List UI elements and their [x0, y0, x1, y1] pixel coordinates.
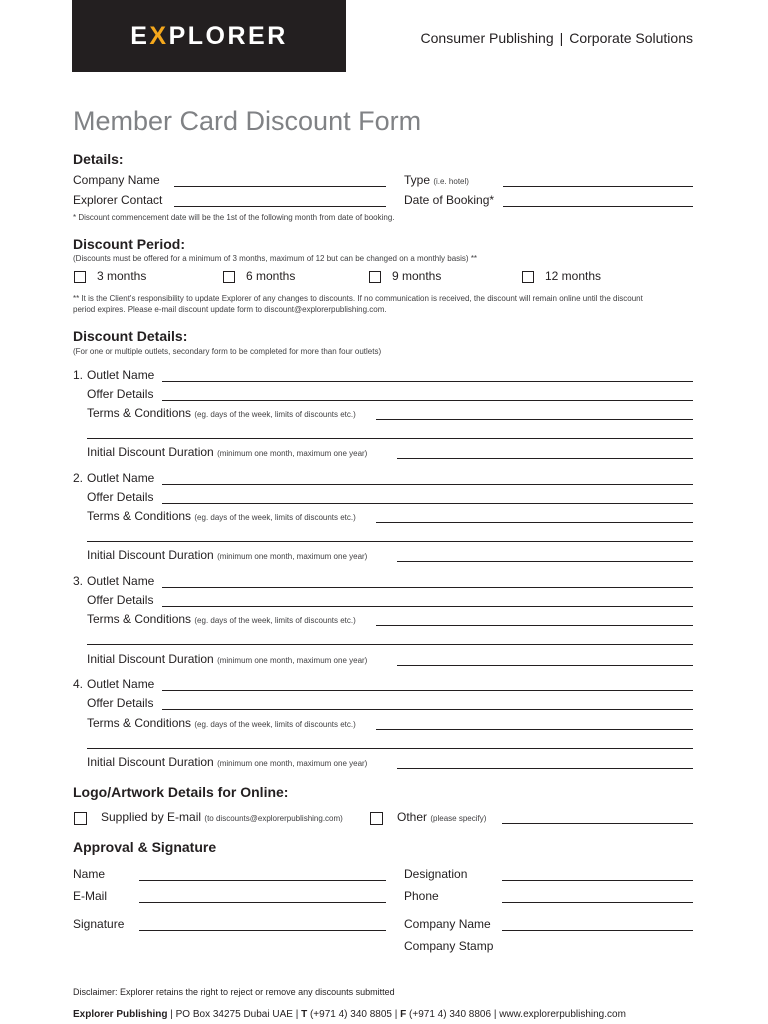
approval-phone-label: Phone	[404, 889, 439, 903]
type-field[interactable]	[503, 186, 693, 187]
outlet-3-duration-field[interactable]	[397, 665, 693, 666]
outlet-2-name-field[interactable]	[162, 484, 693, 485]
approval-email-label: E-Mail	[73, 889, 108, 903]
discount-details-subnote: (For one or multiple outlets, secondary form to be completed for more than four outlets)	[73, 347, 382, 356]
outlet-2-duration-text: Initial Discount Duration	[87, 548, 214, 562]
outlet-4-duration-text: Initial Discount Duration	[87, 755, 214, 769]
outlet-4-terms-field[interactable]	[376, 729, 693, 730]
outlet-4-terms-field-2[interactable]	[87, 748, 693, 749]
checkbox-12-months[interactable]	[522, 271, 534, 283]
outlet-4-number: 4.	[73, 677, 84, 691]
outlet-3-offer-field[interactable]	[162, 606, 693, 607]
explorer-contact-field[interactable]	[174, 206, 386, 207]
outlet-1-terms-hint: (eg. days of the week, limits of discounts etc.)	[194, 410, 356, 419]
outlet-3-terms-hint: (eg. days of the week, limits of discounts etc.)	[194, 616, 356, 625]
discount-period-heading: Discount Period:	[73, 236, 186, 252]
footer-address: | PO Box 34275 Dubai UAE |	[167, 1009, 302, 1020]
checkbox-3-months[interactable]	[74, 271, 86, 283]
outlet-4-duration-hint: (minimum one month, maximum one year)	[217, 759, 368, 768]
outlet-2-name-label: Outlet Name	[87, 471, 155, 485]
approval-designation-field[interactable]	[502, 880, 693, 881]
logo-letters-plorer: PLORER	[168, 21, 288, 50]
date-of-booking-label: Date of Booking*	[404, 193, 495, 207]
outlet-3-terms-field-2[interactable]	[87, 644, 693, 645]
discount-period-note-1: ** It is the Client's responsibility to update Explorer of any changes to discounts. If no communication is received, the discount will remain online until the discount	[73, 294, 643, 303]
outlet-4-offer-label: Offer Details	[87, 696, 154, 710]
footer-disclaimer: Disclaimer: Explorer retains the right to reject or remove any discounts submitted	[73, 987, 395, 997]
outlet-1-name-field[interactable]	[162, 381, 693, 382]
discount-details-heading: Discount Details:	[73, 328, 188, 344]
supplied-by-email-hint: (to discounts@explorerpublishing.com)	[204, 814, 343, 823]
checkbox-other[interactable]	[370, 812, 383, 825]
type-label	[404, 173, 469, 187]
footer-fax-website: (+971 4) 340 8806 | www.explorerpublishing.com	[406, 1009, 626, 1020]
page-title: Member Card Discount Form	[73, 106, 422, 136]
outlet-2-terms-hint: (eg. days of the week, limits of discounts etc.)	[194, 513, 356, 522]
approval-company-name-field[interactable]	[502, 930, 693, 931]
other-hint: (please specify)	[430, 814, 487, 823]
outlet-3-number: 3.	[73, 574, 84, 588]
footer-contact	[73, 1009, 626, 1020]
outlet-4-name-field[interactable]	[162, 690, 693, 691]
tagline-consumer: Consumer Publishing	[420, 30, 554, 46]
approval-phone-field[interactable]	[502, 902, 693, 903]
outlet-1-duration-hint: (minimum one month, maximum one year)	[217, 449, 368, 458]
other-label	[397, 810, 486, 824]
footer-fax-label: F	[400, 1009, 407, 1020]
outlet-3-terms-text: Terms & Conditions	[87, 612, 192, 626]
outlet-2-terms-field[interactable]	[376, 522, 693, 523]
approval-company-name-label: Company Name	[404, 917, 491, 931]
outlet-3-offer-label: Offer Details	[87, 593, 154, 607]
discount-period-subnote: (Discounts must be offered for a minimum of 3 months, maximum of 12 but can be changed on a monthly basis) **	[73, 254, 478, 263]
outlet-1-number: 1.	[73, 368, 84, 382]
outlet-3-terms-field[interactable]	[376, 625, 693, 626]
approval-designation-label: Designation	[404, 867, 468, 881]
logo-letter-e: E	[130, 21, 150, 50]
outlet-3-terms-label	[87, 612, 356, 626]
footer-company: Explorer Publishing	[73, 1009, 168, 1020]
outlet-1-duration-text: Initial Discount Duration	[87, 445, 214, 459]
supplied-by-email-label	[101, 810, 343, 824]
outlet-2-number: 2.	[73, 471, 84, 485]
option-9-months-label: 9 months	[392, 269, 442, 283]
details-heading: Details:	[73, 151, 124, 167]
company-name-field[interactable]	[174, 186, 386, 187]
footer-phone-label: T	[301, 1009, 308, 1020]
outlet-2-offer-label: Offer Details	[87, 490, 154, 504]
outlet-1-offer-field[interactable]	[162, 400, 693, 401]
checkbox-9-months[interactable]	[369, 271, 381, 283]
outlet-3-duration-label	[87, 652, 367, 666]
outlet-4-offer-field[interactable]	[162, 709, 693, 710]
outlet-2-duration-hint: (minimum one month, maximum one year)	[217, 552, 368, 561]
approval-name-label: Name	[73, 867, 106, 881]
approval-email-field[interactable]	[139, 902, 386, 903]
explorer-contact-label: Explorer Contact	[73, 193, 163, 207]
option-12-months-label: 12 months	[545, 269, 602, 283]
outlet-2-offer-field[interactable]	[162, 503, 693, 504]
footer-phone-value: (+971 4) 340 8805 |	[307, 1009, 401, 1020]
logo-artwork-heading: Logo/Artwork Details for Online:	[73, 784, 289, 800]
tagline-corporate: Corporate Solutions	[569, 30, 693, 46]
type-text: Type	[404, 173, 431, 187]
outlet-1-name-label: Outlet Name	[87, 368, 155, 382]
approval-signature-field[interactable]	[139, 930, 386, 931]
logo-wordmark	[130, 22, 288, 51]
outlet-4-name-label: Outlet Name	[87, 677, 155, 691]
approval-company-stamp-label: Company Stamp	[404, 939, 494, 953]
outlet-1-duration-label	[87, 445, 367, 459]
option-6-months-label: 6 months	[246, 269, 296, 283]
outlet-4-terms-hint: (eg. days of the week, limits of discounts etc.)	[194, 720, 356, 729]
outlet-2-terms-label	[87, 509, 356, 523]
outlet-3-duration-hint: (minimum one month, maximum one year)	[217, 656, 368, 665]
outlet-3-name-label: Outlet Name	[87, 574, 155, 588]
logo-letter-x: X	[149, 21, 169, 50]
outlet-3-name-field[interactable]	[162, 587, 693, 588]
outlet-2-terms-field-2[interactable]	[87, 541, 693, 542]
outlet-4-duration-field[interactable]	[397, 768, 693, 769]
approval-signature-label: Signature	[73, 917, 125, 931]
option-3-months-label: 3 months	[97, 269, 147, 283]
outlet-1-terms-field-2[interactable]	[87, 438, 693, 439]
explorer-logo	[72, 0, 346, 72]
outlet-1-offer-label: Offer Details	[87, 387, 154, 401]
tagline-separator: |	[559, 30, 564, 46]
outlet-4-duration-label	[87, 755, 367, 769]
outlet-4-terms-text: Terms & Conditions	[87, 716, 192, 730]
outlet-1-terms-field[interactable]	[376, 419, 693, 420]
outlet-2-duration-field[interactable]	[397, 561, 693, 562]
other-text: Other	[397, 810, 428, 824]
type-hint: (i.e. hotel)	[433, 177, 469, 186]
checkbox-supplied-by-email[interactable]	[74, 812, 87, 825]
supplied-by-email-text: Supplied by E-mail	[101, 810, 202, 824]
other-specify-field[interactable]	[502, 823, 693, 824]
outlet-2-terms-text: Terms & Conditions	[87, 509, 192, 523]
approval-heading: Approval & Signature	[73, 839, 217, 855]
company-name-label: Company Name	[73, 173, 160, 187]
outlet-1-terms-text: Terms & Conditions	[87, 406, 192, 420]
header-tagline	[421, 30, 693, 46]
outlet-3-duration-text: Initial Discount Duration	[87, 652, 214, 666]
details-note: * Discount commencement date will be the 1st of the following month from date of booking.	[73, 213, 395, 222]
outlet-2-duration-label	[87, 548, 367, 562]
checkbox-6-months[interactable]	[223, 271, 235, 283]
outlet-4-terms-label	[87, 716, 356, 730]
outlet-1-terms-label	[87, 406, 356, 420]
date-of-booking-field[interactable]	[503, 206, 693, 207]
outlet-1-duration-field[interactable]	[397, 458, 693, 459]
discount-period-note-2: period expires. Please e-mail discount update form to discount@explorerpublishing.com.	[73, 305, 387, 314]
approval-name-field[interactable]	[139, 880, 386, 881]
